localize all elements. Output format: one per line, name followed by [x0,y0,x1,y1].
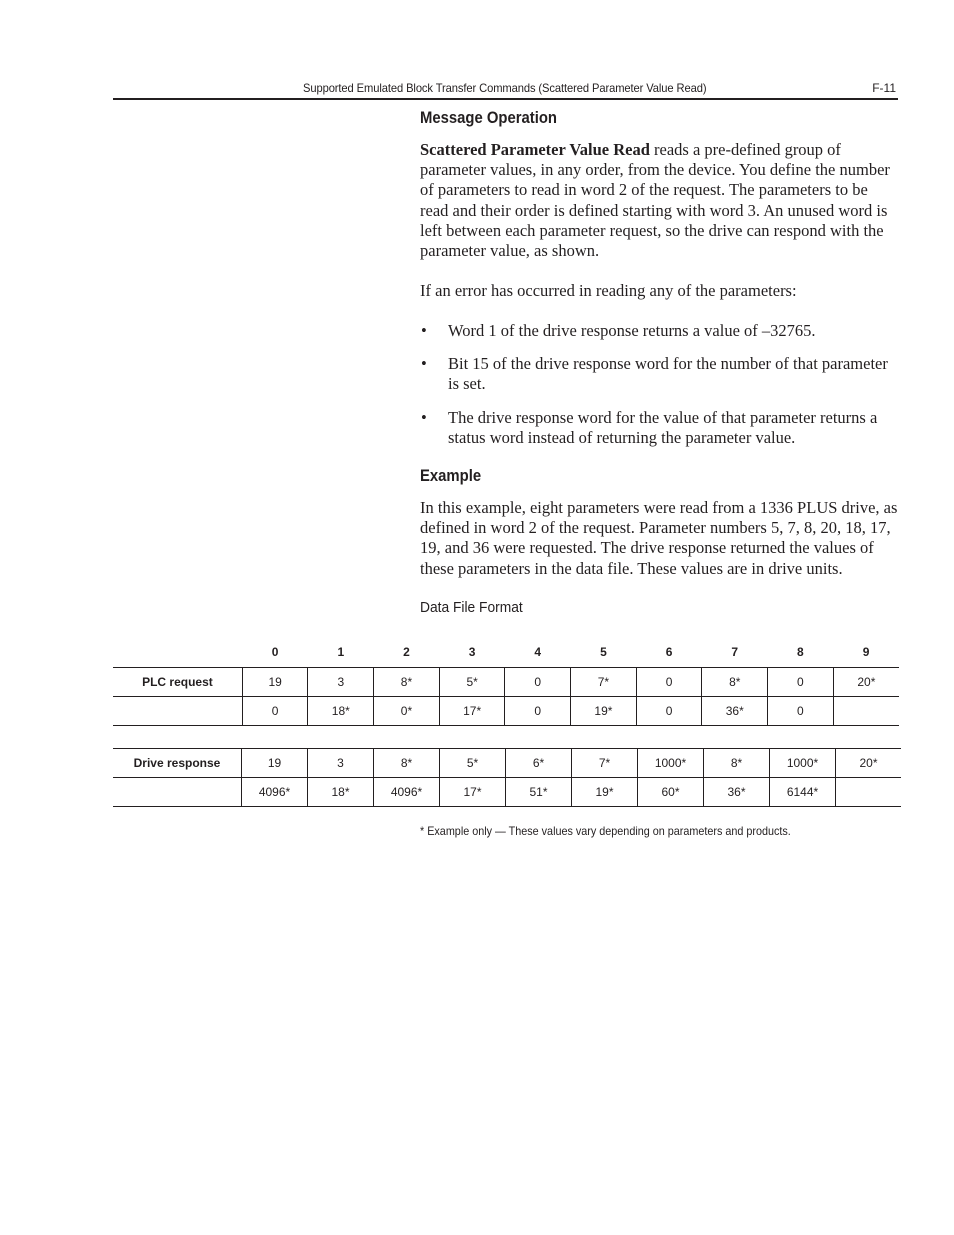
column-header: 8 [797,645,804,659]
table-cell: 6* [506,749,572,778]
table-cell: 60* [638,778,704,807]
table-cell: 36* [704,778,770,807]
plc-request-table [113,637,899,726]
table-cell: 0 [242,697,308,726]
column-header: 4 [534,645,542,659]
table-cell: 8* [702,668,768,697]
intro-paragraph [420,140,898,261]
bullet-item [420,354,898,394]
column-header: 1 [337,645,345,659]
bullet-item [420,321,898,341]
row-label-plc-request: PLC request [113,668,242,697]
table-cell: 18* [308,697,374,726]
table-caption: Data File Format [420,599,523,616]
table-cell: 1000* [638,749,704,778]
table-row [113,697,899,726]
table-cell: 8* [374,749,440,778]
table-cell: 3 [308,749,374,778]
table-cell: 7* [572,749,638,778]
table-footnote: * Example only — These values vary depending on parameters and products. [420,824,791,838]
running-header-title: Supported Emulated Block Transfer Commands (Scattered Parameter Value Read) [303,81,707,95]
bullet-text: The drive response word for the value of that parameter returns a status word instead of returning the parameter value. [448,408,878,448]
table-cell [836,778,902,807]
table-cell: 3 [308,668,374,697]
intro-text: reads a pre-defined group of parameter values, in any order, from the device. You define the number of parameters to read in word 2 of the request. The parameters to be read and their order is defined starting with word 3. An unused word is left between each parameter request, so the drive can respond with the parameter value, as shown. [420,140,890,261]
table-cell: 0* [374,697,440,726]
table-cell: 36* [702,697,768,726]
table-cell: 0 [768,668,834,697]
table-cell: 20* [836,749,902,778]
table-cell: 5* [439,668,505,697]
table-cell: 7* [571,668,637,697]
drive-response-table [113,748,901,807]
column-header: 5 [600,645,607,659]
column-header: 7 [731,645,739,659]
page-number: F-11 [872,81,896,95]
bullet-text: Bit 15 of the drive response word for the number of that parameter is set. [448,354,888,394]
table-cell: 19* [571,697,637,726]
table-cell: 19 [242,668,308,697]
table-cell: 51* [506,778,572,807]
table-cell: 17* [440,778,506,807]
table-row [113,668,899,697]
intro-bold-term: Scattered Parameter Value Read [420,140,650,159]
section-heading-message-operation: Message Operation [420,109,557,127]
table-cell: 0 [636,668,702,697]
table-cell: 0 [636,697,702,726]
column-header: 9 [862,645,870,659]
bullet-text: Word 1 of the drive response returns a value of –32765. [448,321,816,340]
column-header: 0 [271,645,279,659]
example-paragraph: In this example, eight parameters were read from a 1336 PLUS drive, as defined in word 2 of the request. Parameter numbers 5, 7, 8, 20, 18, 17, 19, and 36 were requested. The drive response returned the values of these parameters in the data file. These values are in drive units. [420,498,898,578]
bullet-item [420,408,898,448]
bullet-dot: • [421,408,427,427]
table-cell: 4096* [242,778,308,807]
row-label-drive-response: Drive response [113,749,242,778]
running-header [113,80,898,100]
table-cell: 8* [374,668,440,697]
column-header: 3 [468,645,476,659]
section-heading-example: Example [420,467,482,485]
bullet-dot: • [421,321,427,340]
error-intro-paragraph: If an error has occurred in reading any of the parameters: [420,281,797,300]
table-cell: 5* [440,749,506,778]
table-row [113,778,901,807]
table-row [113,749,901,778]
table-cell: 0 [768,697,834,726]
table-cell: 19* [572,778,638,807]
table-cell: 19 [242,749,308,778]
column-header: 2 [403,645,410,659]
table-cell: 0 [505,697,571,726]
table-cell: 6144* [770,778,836,807]
table-cell: 4096* [374,778,440,807]
table-cell: 1000* [770,749,836,778]
column-header-row [113,637,899,668]
table-cell: 8* [704,749,770,778]
table-cell: 18* [308,778,374,807]
column-header: 6 [665,645,673,659]
table-cell: 20* [833,668,899,697]
bullet-dot: • [421,354,427,373]
table-cell: 17* [439,697,505,726]
table-cell: 0 [505,668,571,697]
table-cell [833,697,899,726]
